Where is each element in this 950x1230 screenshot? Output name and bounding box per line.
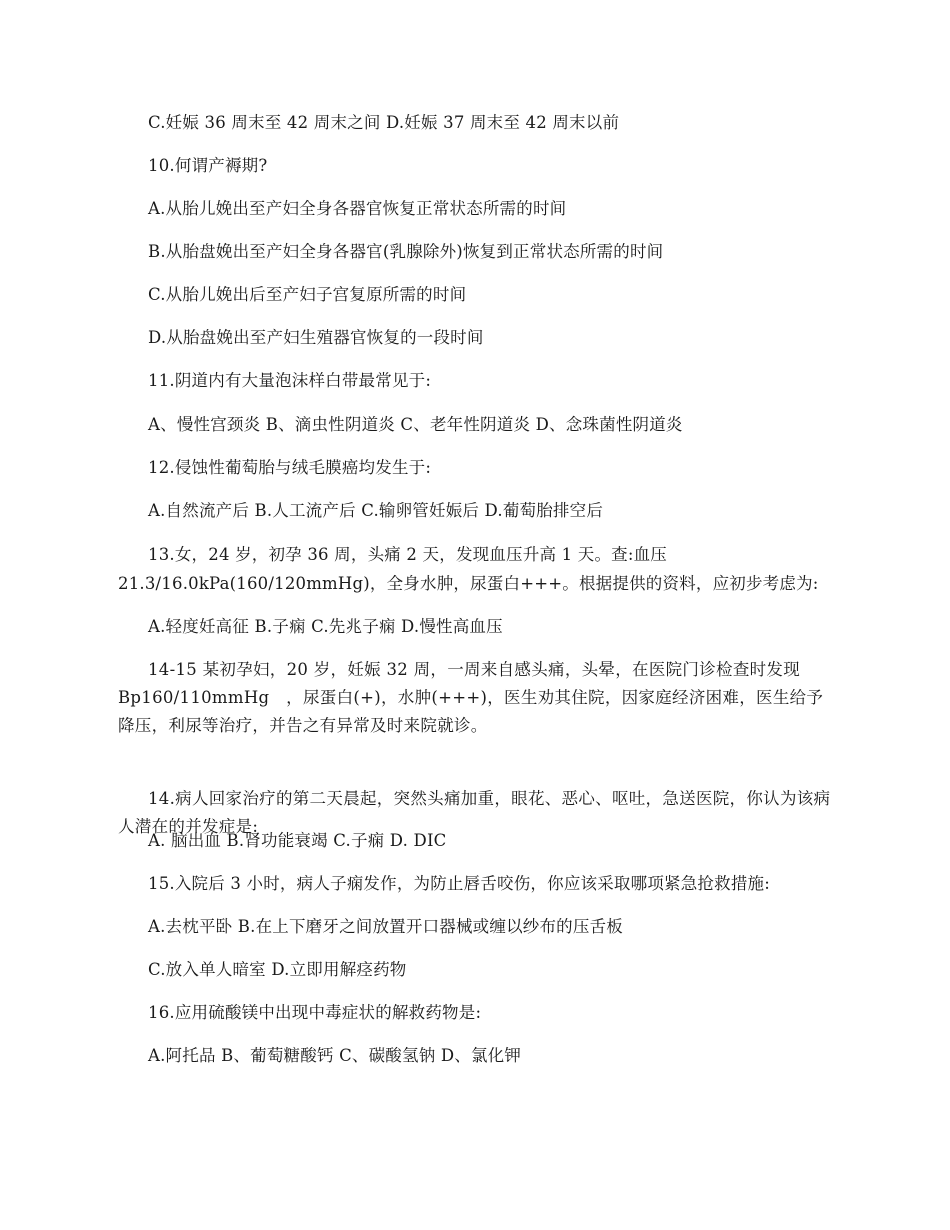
q11-question: 11.阴道内有大量泡沫样白带最常见于: — [148, 371, 432, 390]
q14-15-case-paragraph: 14-15 某初孕妇，20 岁，妊娠 32 周，一周来自感头痛，头晕，在医院门诊检查时发现 Bp160/110mmHg ，尿蛋白(+)，水肿(+++)，医生劝其住院，因家庭经济困难，医生给予降压，利尿等治疗，并告之有异常及时来院就诊。 — [118, 660, 824, 735]
q13-question-line1: 13.女，24 岁，初孕 36 周，头痛 2 天，发现血压升高 1 天。查:血压 — [148, 545, 668, 564]
q14-options: A. 脑出血 B.肾功能衰竭 C.子痫 D. DIC — [148, 831, 447, 850]
q10-question: 10.何谓产褥期? — [148, 156, 268, 175]
q10-option-b: B.从胎盘娩出至产妇全身各器官(乳腺除外)恢复到正常状态所需的时间 — [148, 242, 664, 261]
q10-option-a: A.从胎儿娩出至产妇全身各器官恢复正常状态所需的时间 — [148, 199, 567, 218]
q16-question: 16.应用硫酸镁中出现中毒症状的解救药物是: — [148, 1003, 482, 1022]
q15-options-cd: C.放入单人暗室 D.立即用解痉药物 — [148, 960, 407, 979]
q15-question: 15.入院后 3 小时，病人子痫发作，为防止唇舌咬伤，你应该采取哪项紧急抢救措施: — [148, 874, 770, 893]
q14-question: 14.病人回家治疗的第二天晨起，突然头痛加重，眼花、恶心、呕吐，急送医院，你认为该病人潜在的并发症是: — [118, 789, 831, 836]
q13-question-line2: 21.3/16.0kPa(160/120mmHg)，全身水肿，尿蛋白+++。根据提供的资料，应初步考虑为: — [118, 574, 819, 593]
q9-options-cd: C.妊娠 36 周末至 42 周末之间 D.妊娠 37 周末至 42 周末以前 — [148, 113, 620, 132]
q16-options: A.阿托品 B、葡萄糖酸钙 C、碳酸氢钠 D、氯化钾 — [148, 1046, 522, 1065]
q10-option-c: C.从胎儿娩出后至产妇子宫复原所需的时间 — [148, 285, 467, 304]
q11-options: A、慢性宫颈炎 B、滴虫性阴道炎 C、老年性阴道炎 D、念珠菌性阴道炎 — [148, 415, 683, 434]
q12-question: 12.侵蚀性葡萄胎与绒毛膜癌均发生于: — [148, 458, 432, 477]
q10-option-d: D.从胎盘娩出至产妇生殖器官恢复的一段时间 — [148, 328, 484, 347]
q15-options-ab: A.去枕平卧 B.在上下磨牙之间放置开口器械或缠以纱布的压舌板 — [148, 917, 623, 936]
q12-options: A.自然流产后 B.人工流产后 C.输卵管妊娠后 D.葡萄胎排空后 — [148, 501, 604, 520]
q13-options: A.轻度妊高征 B.子痫 C.先兆子痫 D.慢性高血压 — [148, 617, 503, 636]
